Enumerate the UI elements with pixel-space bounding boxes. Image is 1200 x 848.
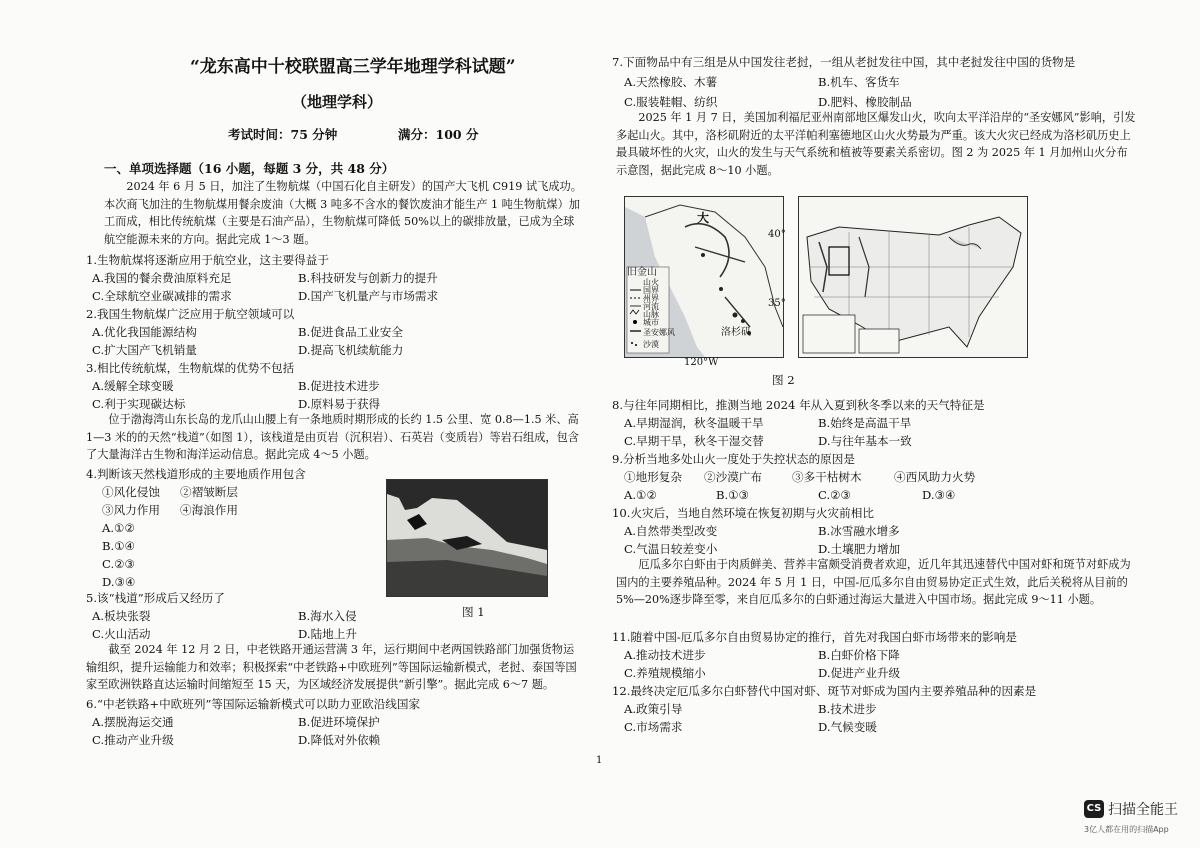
passage-5: 厄瓜多尔白虾由于肉质鲜美、营养丰富颇受消费者欢迎，近几年其迅速替代中国对虾和斑节对虾成为国内的主要养殖品种。2024 年 5 月 1 日，中国-厄瓜多尔自由贸易协定正式生效，此后关税将从目前的 5%—20%逐步降至零，来自厄瓜多尔的白虾通过海运大量进入中国市场。据此完成 9～11 小题。 [616, 558, 1131, 607]
q7-option-c: C.服装鞋帽、纺织 [624, 95, 718, 109]
q12-option-b: B.技术进步 [818, 702, 877, 716]
watermark-name: 扫描全能王 [1108, 802, 1178, 818]
q5-stem: 5.该“栈道”形成后又经历了 [86, 591, 225, 605]
legend-state-line: 州界 [643, 294, 659, 303]
q2-option-b: B.促进食品工业安全 [298, 325, 403, 339]
q4-option-a: A.①② [102, 521, 135, 535]
q1-option-b: B.科技研发与创新力的提升 [298, 271, 438, 285]
q9-item-3: ③多干枯树木 [792, 470, 862, 484]
figure-2-caption: 图 2 [772, 373, 795, 387]
exam-title: “龙东高中十校联盟高三学年地理学科试题” [190, 57, 516, 77]
us-inset-map [799, 197, 1027, 357]
q3-option-b: B.促进技术进步 [298, 379, 380, 393]
legend-santa-ana: 圣安娜风 [643, 328, 675, 337]
q8-option-a: A.早期湿润，秋冬温暖干旱 [624, 416, 764, 430]
q4-item-3: ③风力作用 [102, 503, 160, 517]
q5-option-d: D.陆地上升 [298, 627, 357, 641]
q9-stem: 9.分析当地多处山火一度处于失控状态的原因是 [612, 452, 855, 466]
q10-option-c: C.气温日较差变小 [624, 542, 718, 556]
q11-option-b: B.白虾价格下降 [818, 648, 900, 662]
latitude-40: 40° [768, 229, 786, 240]
q11-option-a: A.推动技术进步 [624, 648, 706, 662]
q7-option-d: D.肥料、橡胶制品 [818, 95, 912, 109]
q11-stem: 11.随着中国-厄瓜多尔自由贸易协定的推行，首先对我国白虾市场带来的影响是 [612, 630, 1017, 644]
scanner-watermark [1084, 798, 1194, 842]
q5-option-c: C.火山活动 [92, 627, 151, 641]
q3-option-c: C.利于实现碳达标 [92, 397, 186, 411]
page-number: 1 [596, 755, 603, 766]
q10-option-a: A.自然带类型改变 [624, 524, 718, 538]
q7-stem: 7.下面物品中有三组是从中国发往老挝，一组从老挝发往中国，其中老挝发往中国的货物是 [612, 55, 1076, 69]
q8-option-b: B.始终是高温干旱 [818, 416, 912, 430]
q10-option-b: B.冰雪融水增多 [818, 524, 900, 538]
q9-item-4: ④西风助力火势 [894, 470, 976, 484]
q4-option-d: D.③④ [102, 575, 136, 589]
q5-option-b: B.海水入侵 [298, 609, 357, 623]
q6-option-a: A.摆脱海运交通 [92, 715, 174, 729]
q1-stem: 1.生物航煤将逐渐应用于航空业，这主要得益于 [86, 253, 329, 267]
q9-option-d: D.③④ [922, 488, 956, 502]
q4-stem: 4.判断该天然栈道形成的主要地质作用包含 [86, 467, 306, 481]
q4-item-1: ①风化侵蚀 [102, 485, 160, 499]
legend-fire: 山火 [643, 278, 659, 287]
q4-option-b: B.①④ [102, 539, 135, 553]
q6-stem: 6.“中老铁路+中欧班列”等国际运输新模式可以助力亚欧沿线国家 [86, 697, 421, 711]
exam-subtitle: （地理学科） [292, 93, 383, 111]
q2-option-c: C.扩大国产飞机销量 [92, 343, 197, 357]
q2-stem: 2.我国生物航煤广泛应用于航空领域可以 [86, 307, 295, 321]
map-label-big: 大 [697, 211, 710, 225]
q8-option-c: C.早期干旱，秋冬干湿交替 [624, 434, 764, 448]
q6-option-b: B.促进环境保护 [298, 715, 380, 729]
q11-option-c: C.养殖规模缩小 [624, 666, 706, 680]
q9-option-a: A.①② [624, 488, 657, 502]
q3-option-a: A.缓解全球变暖 [92, 379, 174, 393]
longitude-120w: 120°W [684, 357, 719, 368]
passage-2: 位于渤海湾山东长岛的龙爪山山腰上有一条地质时期形成的长约 1.5 公里、宽 0.8—1.5 米、高 1—3 米的的天然“栈道”（如图 1），该栈道是由页岩（沉积岩）、石英岩（变质岩）等岩石组成，包含了大量海洋古生物和海洋运动信息。据此完成 4～5 小题。 [86, 413, 579, 462]
q7-option-b: B.机车、客货车 [818, 75, 900, 89]
q6-option-d: D.降低对外依赖 [298, 733, 381, 747]
q9-option-b: B.①③ [716, 488, 749, 502]
q9-item-2: ②沙漠广布 [704, 470, 762, 484]
legend-city: 城市 [643, 318, 659, 327]
q2-option-d: D.提高飞机续航能力 [298, 343, 404, 357]
legend-border: 国界 [643, 286, 659, 295]
rock-walkway-image [387, 480, 547, 596]
q9-option-c: C.②③ [818, 488, 851, 502]
q12-option-d: D.气候变暖 [818, 720, 877, 734]
q7-option-a: A.天然橡胶、木薯 [624, 75, 718, 89]
legend-mountain: 山脉 [643, 310, 659, 319]
q6-option-c: C.推动产业升级 [92, 733, 174, 747]
figure-2-california-map [624, 196, 784, 358]
q8-stem: 8.与往年同期相比，推测当地 2024 年从入夏到秋冬季以来的天气特征是 [612, 398, 985, 412]
q4-item-4: ④海浪作用 [180, 503, 238, 517]
q8-option-d: D.与往年基本一致 [818, 434, 912, 448]
q4-option-c: C.②③ [102, 557, 135, 571]
q12-stem: 12.最终决定厄瓜多尔白虾替代中国对虾、斑节对虾成为国内主要养殖品种的因素是 [612, 684, 1037, 698]
q5-option-a: A.板块张裂 [92, 609, 151, 623]
q1-option-a: A.我国的餐余费油原料充足 [92, 271, 232, 285]
figure-1-caption: 图 1 [462, 605, 485, 619]
passage-3: 截至 2024 年 12 月 2 日，中老铁路开通运营满 3 年，运行期间中老两国铁路部门加强货物运输组织，提升运输能力和效率；积极探索“中老铁路+中欧班列”等国际运输新模式，老挝、泰国等国家至欧洲铁路直达运输时间缩短至 15 天，为区域经济发展提供“新引擎”。据此完成 6～7 题。 [86, 643, 577, 692]
q10-option-d: D.土壤肥力增加 [818, 542, 901, 556]
q3-option-d: D.原料易于获得 [298, 397, 381, 411]
legend-desert: 沙漠 [643, 340, 659, 349]
q1-option-c: C.全球航空业碳减排的需求 [92, 289, 232, 303]
q2-option-a: A.优化我国能源结构 [92, 325, 197, 339]
figure-1-photo [386, 479, 548, 597]
section-title: 一、单项选择题（16 小题，每题 3 分，共 48 分） [104, 161, 395, 176]
q12-option-c: C.市场需求 [624, 720, 683, 734]
q9-item-1: ①地形复杂 [624, 470, 682, 484]
q4-item-2: ②褶皱断层 [180, 485, 238, 499]
cs-logo-icon: CS [1084, 800, 1104, 818]
q3-stem: 3.相比传统航煤，生物航煤的优势不包括 [86, 361, 295, 375]
map-label-san-francisco: 旧金山 [627, 267, 657, 278]
passage-1: 2024 年 6 月 5 日，加注了生物航煤（中国石化自主研发）的国产大飞机 C919 试飞成功。本次商飞加注的生物航煤用餐余废油（大概 3 吨多不含水的餐饮废油才能生产 1 吨生物航煤）加工而成，相比传统航煤（主要是石油产品），生物航煤可降低 50%以上的碳排放量，已成为全球航空能源未来的方向。据此完成 1～3 题。 [104, 180, 582, 246]
q10-stem: 10.火灾后，当地自然环境在恢复初期与火灾前相比 [612, 506, 874, 520]
exam-time: 考试时间：75 分钟 [228, 127, 338, 142]
map-label-los-angeles: 洛杉矶 [721, 327, 751, 338]
full-score: 满分：100 分 [398, 127, 479, 142]
q12-option-a: A.政策引导 [624, 702, 683, 716]
figure-2-us-inset-map [798, 196, 1028, 358]
q11-option-d: D.促进产业升级 [818, 666, 901, 680]
passage-4: 2025 年 1 月 7 日，美国加利福尼亚州南部地区爆发山火，吹向太平洋沿岸的“圣安娜风”影响，引发多起山火。其中，洛杉矶附近的太平洋帕利塞德地区山火火势最为严重。该大火灾已经成为洛杉矶历史上最具破坏性的火灾，山火的发生与天气系统和植被等要素关系密切。图 2 为 2025 年 1 月加州山火分布示意图，据此完成 8～10 小题。 [616, 111, 1136, 177]
latitude-35: 35° [768, 298, 786, 309]
legend-river: 河流 [643, 302, 659, 311]
watermark-tagline: 3亿人都在用的扫描App [1084, 825, 1169, 834]
q1-option-d: D.国产飞机量产与市场需求 [298, 289, 439, 303]
